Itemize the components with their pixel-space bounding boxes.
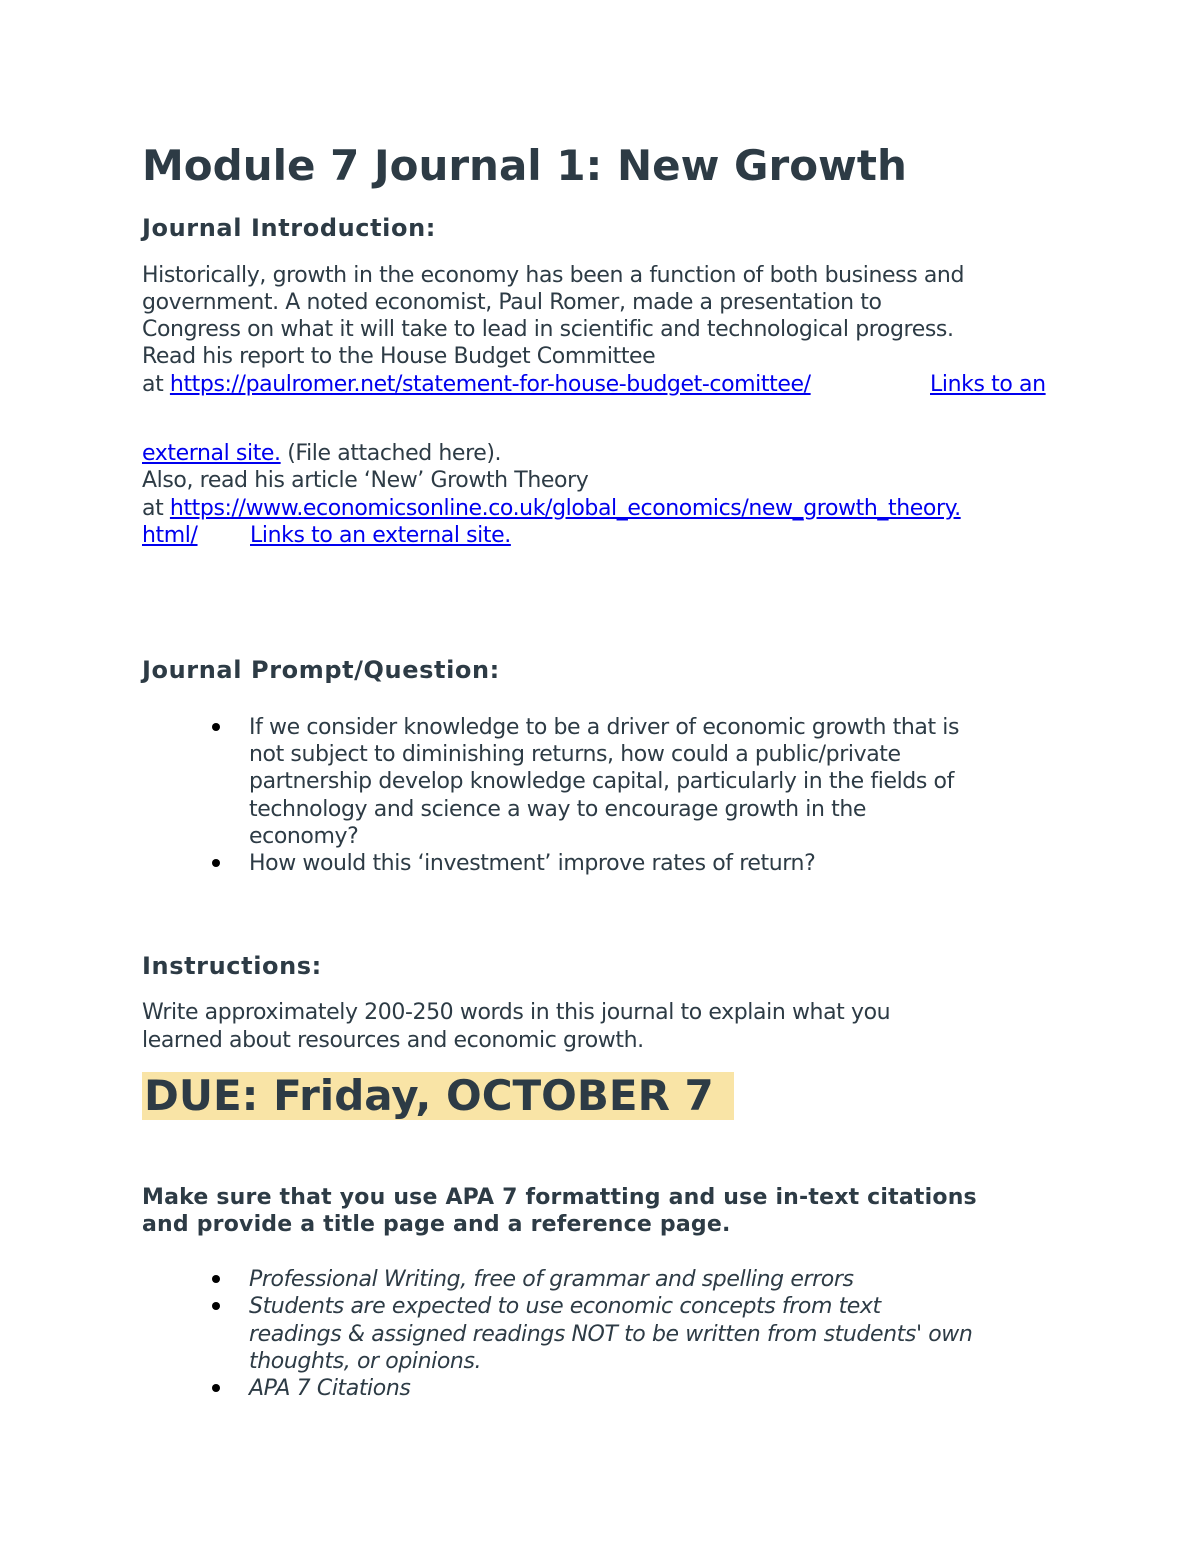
intro-link-line — [142, 495, 961, 523]
instructions-text: learned about resources and economic growth. — [142, 1028, 644, 1053]
requirement-bullet: Professional Writing, free of grammar and spelling errors — [249, 1267, 854, 1292]
intro-text: Historically, growth in the economy has been a function of both business and — [142, 263, 965, 288]
bullet-icon — [212, 723, 220, 731]
requirement-bullet: thoughts, or opinions. — [249, 1349, 482, 1374]
bullet-icon — [212, 1302, 220, 1310]
external-site-link[interactable]: Links to an — [930, 372, 1046, 397]
instructions-heading: Instructions: — [142, 952, 322, 980]
intro-text: Read his report to the House Budget Committee — [142, 344, 656, 369]
prompt-bullet: How would this ‘investment’ improve rates of return? — [249, 851, 816, 876]
instructions-text: Write approximately 200-250 words in this journal to explain what you — [142, 1000, 891, 1025]
prompt-bullet: partnership develop knowledge capital, particularly in the fields of — [249, 769, 954, 794]
growth-theory-link[interactable]: html/ — [142, 523, 198, 548]
external-site-link[interactable]: external site. — [142, 441, 281, 466]
bullet-icon — [212, 859, 220, 867]
intro-text: Congress on what it will take to lead in scientific and technological progress. — [142, 317, 954, 342]
prompt-bullet: not subject to diminishing returns, how could a public/private — [249, 742, 901, 767]
intro-link-line — [142, 522, 198, 550]
requirement-bullet: readings & assigned readings NOT to be written from students' own — [249, 1322, 973, 1347]
prompt-bullet: If we consider knowledge to be a driver of economic growth that is — [249, 715, 960, 740]
external-link-line — [250, 522, 511, 550]
external-site-link[interactable]: Links to an external site. — [250, 523, 511, 548]
intro-text: Also, read his article ‘New’ Growth Theory — [142, 468, 589, 493]
due-date: DUE: Friday, OCTOBER 7 — [142, 1072, 734, 1120]
at-text: at — [142, 496, 170, 521]
intro-heading: Journal Introduction: — [142, 214, 436, 242]
bullet-icon — [212, 1384, 220, 1392]
apa-note: and provide a title page and a reference page. — [142, 1212, 731, 1237]
apa-note: Make sure that you use APA 7 formatting and use in-text citations — [142, 1185, 977, 1210]
prompt-bullet: economy? — [249, 824, 359, 849]
romer-report-link[interactable]: https://paulromer.net/statement-for-house-budget-comittee/ — [169, 372, 811, 397]
growth-theory-link[interactable]: https://www.economicsonline.co.uk/global_economics/new_growth_theory. — [169, 496, 961, 521]
intro-text: government. A noted economist, Paul Romer, made a presentation to — [142, 290, 882, 315]
requirement-bullet: Students are expected to use economic concepts from text — [249, 1294, 881, 1319]
external-link-line — [142, 440, 501, 468]
page-title: Module 7 Journal 1: New Growth — [142, 141, 907, 190]
intro-link-line — [142, 371, 811, 399]
external-link-line — [930, 371, 1046, 399]
bullet-icon — [212, 1275, 220, 1283]
requirement-bullet: APA 7 Citations — [249, 1376, 411, 1401]
at-text: at — [142, 372, 170, 397]
prompt-heading: Journal Prompt/Question: — [142, 656, 500, 684]
file-attached-text: (File attached here). — [280, 441, 502, 466]
prompt-bullet: technology and science a way to encourage growth in the — [249, 797, 867, 822]
